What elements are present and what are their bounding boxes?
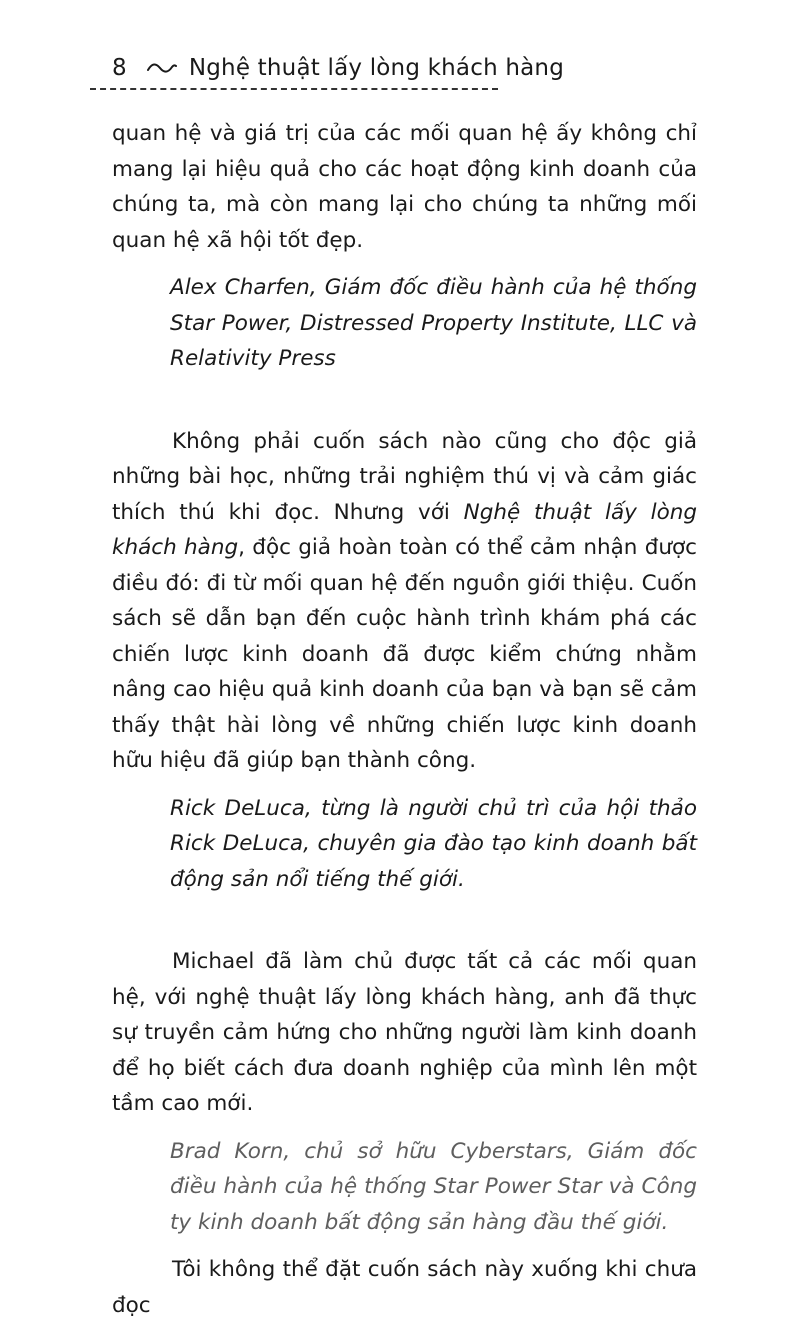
paragraph-text: Không phải cuốn sách nào cũng cho độc giả những bài học, những trải nghiệm thú vị và cảm giác thích thú khi đọc. Nhưng với <box>112 428 697 525</box>
book-title-inline: Nghệ thuật lấy lòng khách hàng <box>112 499 697 560</box>
paragraph-text: , độc giả hoàn toàn có thể cảm nhận được điều đó: đi từ mối quan hệ đến nguồn giới thiệu. Cuốn sách sẽ dẫn bạn đến cuộc hành trình khám phá các chiến lược kinh doanh đã được kiểm chứng nhằm nâng cao hiệu quả kinh doanh của bạn và bạn sẽ cảm thấy thật hài lòng về những chiến lược kinh doanh hữu hiệu đã giúp bạn thành công. <box>112 535 697 773</box>
attribution-brad-korn: Brad Korn, chủ sở hữu Cyberstars, Giám đốc điều hành của hệ thống Star Power Star và Công ty kinh doanh bất động sản hàng đầu thế giới. <box>170 1138 697 1235</box>
page-body <box>112 116 697 1323</box>
header-divider <box>90 88 498 90</box>
attribution-rick-deluca: Rick DeLuca, từng là người chủ trì của hội thảo Rick DeLuca, chuyên gia đào tạo kinh doanh bất động sản nổi tiếng thế giới. <box>170 795 697 892</box>
paragraph-testimonial-2 <box>112 424 697 779</box>
book-title: Nghệ thuật lấy lòng khách hàng <box>188 55 565 81</box>
running-header <box>112 48 564 88</box>
paragraph-continuation: quan hệ và giá trị của các mối quan hệ ấy không chỉ mang lại hiệu quả cho các hoạt động kinh doanh của chúng ta, mà còn mang lại cho chúng ta những mối quan hệ xã hội tốt đẹp. <box>112 121 697 253</box>
swirl-icon <box>147 61 177 75</box>
attribution-alex-charfen: Alex Charfen, Giám đốc điều hành của hệ thống Star Power, Distressed Property Institute, LLC và Relativity Press <box>170 275 697 371</box>
paragraph-testimonial-3: Michael đã làm chủ được tất cả các mối quan hệ, với nghệ thuật lấy lòng khách hàng, anh đã thực sự truyền cảm hứng cho những người làm kinh doanh để họ biết cách đưa doanh nghiệp của mình lên một tầm cao mới. <box>112 949 697 1116</box>
paragraph-testimonial-4: Tôi không thể đặt cuốn sách này xuống khi chưa đọc <box>112 1257 697 1318</box>
page-number: 8 <box>112 55 127 81</box>
